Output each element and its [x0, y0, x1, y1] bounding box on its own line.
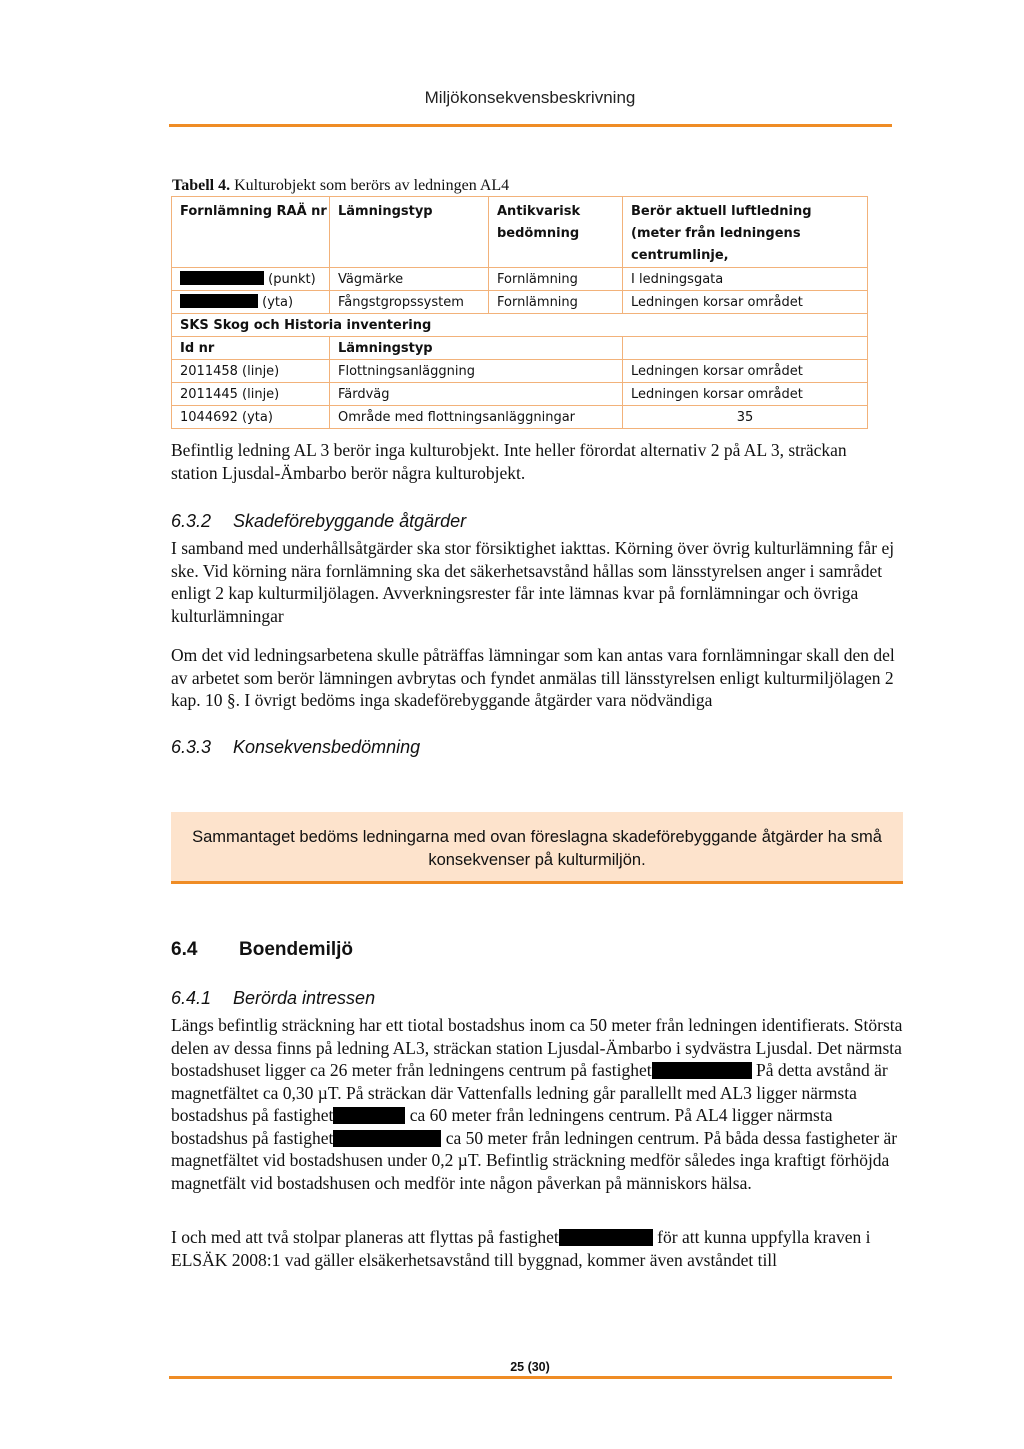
raa-id-cell — [172, 268, 330, 291]
sks-header-cell: Lämningstyp — [330, 337, 623, 360]
type-cell: Vägmärke — [330, 268, 489, 291]
text-run: ca 60 meter från ledningens centrum. På AL4 ligger närmsta bostadshus på fastighet — [171, 1105, 833, 1148]
paragraph-residential — [171, 1014, 904, 1194]
table-row — [172, 268, 868, 291]
sks-header-row — [172, 337, 868, 360]
table-header-row — [172, 197, 868, 268]
sks-id-cell: 2011458 (linje) — [172, 360, 330, 383]
text-run: I och med att två stolpar planeras att flyttas på fastighet — [171, 1227, 559, 1247]
sks-id-cell: 2011445 (linje) — [172, 383, 330, 406]
header-cell: Lämningstyp — [330, 197, 489, 268]
raa-id-suffix: (punkt) — [268, 272, 316, 287]
header-cell: Antikvarisk bedömning — [489, 197, 623, 268]
redaction-bar — [180, 271, 264, 285]
raa-id-cell — [172, 291, 330, 314]
table-caption-label: Tabell 4. — [172, 177, 231, 194]
redaction-bar — [652, 1062, 752, 1079]
section-title: Boendemiljö — [239, 939, 354, 960]
section-title: Berörda intressen — [233, 988, 376, 1008]
sks-header-cell: Id nr — [172, 337, 330, 360]
redaction-bar — [333, 1130, 441, 1147]
impact-cell: Ledningen korsar området — [623, 291, 868, 314]
sks-heading-cell: SKS Skog och Historia inventering — [172, 314, 868, 337]
text-run: På detta avstånd är magnetfältet ca 0,30 µT. På sträckan där Vattenfalls ledning går parallellt med AL3 ligger närmsta bostadshus på fastighet — [171, 1060, 888, 1125]
section-heading-6-3-3 — [171, 737, 420, 758]
paragraph-al3: Befintlig ledning AL 3 berör inga kulturobjekt. Inte heller förordat alternativ 2 på AL 3, sträckan station Ljusdal-Ämbarbo berör några kulturobjekt. — [171, 440, 847, 483]
conclusion-callout: Sammantaget bedöms ledningarna med ovan föreslagna skadeförebyggande åtgärder ha små konsekvenser på kulturmiljön. — [171, 812, 903, 884]
table-row — [172, 291, 868, 314]
sks-header-empty — [623, 337, 868, 360]
section-number: 6.3.2 — [171, 511, 212, 531]
assessment-cell: Fornlämning — [489, 268, 623, 291]
sks-impact-cell: Ledningen korsar området — [623, 383, 868, 406]
paragraph-precautions: I samband med underhållsåtgärder ska stor försiktighet iakttas. Körning över övrig kulturlämning får ej ske. Vid körning nära fornlämning ska det säkerhetsavstånd hållas som länsstyrelsen anger i samrådet enligt 2 kap kulturmiljölagen. Avverkningsrester får inte lämnas kvar på fornlämningar och övriga kulturlämningar — [171, 538, 895, 626]
table-row — [172, 360, 868, 383]
section-heading-6-4-1 — [171, 988, 375, 1009]
text-run: Längs befintlig sträckning har ett tiotal bostadshus inom ca 50 meter från ledningen identifierats. Största delen av dessa finns på ledning AL3, sträckan station Ljusdal-Ämbarbo i sydvästra Ljusdal. Det närmsta bostadshuset ligger ca 26 meter från ledningens centrum på fastighet — [171, 1015, 903, 1080]
redaction-bar — [333, 1107, 405, 1124]
impact-cell: I ledningsgata — [623, 268, 868, 291]
sks-id-cell: 1044692 (yta) — [172, 406, 330, 429]
sks-impact-cell: 35 — [623, 406, 868, 429]
paragraph-findings: Om det vid ledningsarbetena skulle påträffas lämningar som kan antas vara fornlämningar skall den del av arbetet som berör lämningen avbrytas och fyndet anmälas till länsstyrelsen enligt kulturmiljölagen 2 kap. 10 §. I övrigt bedöms inga skadeförebyggande åtgärder vara nödvändiga — [171, 645, 895, 710]
sks-type-cell: Flottningsanläggning — [330, 360, 623, 383]
section-number: 6.4 — [171, 939, 198, 960]
header-cell: Berör aktuell luftledning (meter från ledningens centrumlinje, — [623, 197, 868, 268]
table-caption-text: Kulturobjekt som berörs av ledningen AL4 — [230, 177, 510, 194]
paragraph-poles — [171, 1226, 904, 1271]
running-header: Miljökonsekvensbeskrivning — [424, 88, 636, 107]
footer-rule — [169, 1376, 892, 1379]
table-caption — [172, 177, 509, 195]
section-title: Skadeförebyggande åtgärder — [233, 511, 467, 531]
section-title: Konsekvensbedömning — [233, 737, 421, 757]
section-number: 6.3.3 — [171, 737, 212, 757]
table-row — [172, 406, 868, 429]
sks-impact-cell: Ledningen korsar området — [623, 360, 868, 383]
sks-type-cell: Färdväg — [330, 383, 623, 406]
page-number: 25 (30) — [510, 1360, 550, 1374]
section-heading-6-4 — [171, 939, 353, 961]
redaction-bar — [180, 294, 258, 308]
text-run: för att kunna uppfylla kraven i ELSÄK 2008:1 vad gäller elsäkerhetsavstånd till byggnad, kommer även avståndet till — [171, 1227, 871, 1270]
assessment-cell: Fornlämning — [489, 291, 623, 314]
section-number: 6.4.1 — [171, 988, 212, 1008]
section-heading-6-3-2 — [171, 511, 466, 532]
type-cell: Fångstgropssystem — [330, 291, 489, 314]
sks-heading-row — [172, 314, 868, 337]
raa-id-suffix: (yta) — [262, 295, 294, 310]
culture-objects-table — [171, 196, 868, 429]
table-row — [172, 383, 868, 406]
header-cell: Fornlämning RAÄ nr — [172, 197, 330, 268]
sks-type-cell: Område med flottningsanläggningar — [330, 406, 623, 429]
redaction-bar — [559, 1229, 653, 1246]
text-run: ca 50 meter från ledningen centrum. På båda dessa fastigheter är magnetfältet vid bostadshusen under 0,2 µT. Befintlig sträckning medför således inga kraftigt förhöjda magnetfält vid bostadshusen och medför inte någon påverkan på människors hälsa. — [171, 1127, 898, 1193]
header-rule — [169, 124, 892, 127]
